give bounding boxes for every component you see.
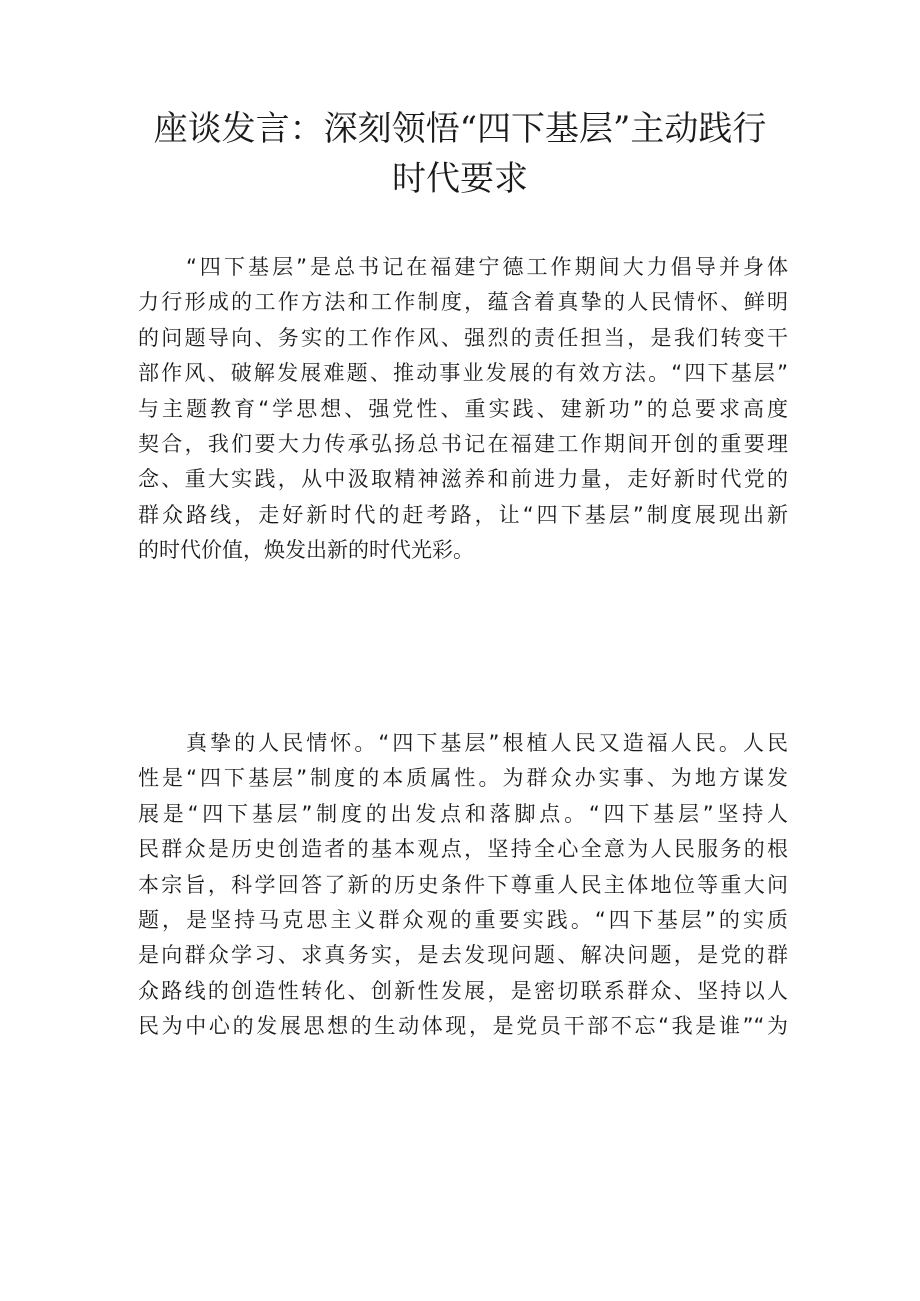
- paragraph-line: “四下基层”是总书记在福建宁德工作期间大力倡导并身体: [186, 255, 788, 279]
- paragraph-intro: [138, 250, 788, 569]
- paragraph-line: 民为中心的发展思想的生动体现，是党员干部不忘“我是谁”“为: [138, 1014, 788, 1039]
- paragraph-line: 民群众是历史创造者的基本观点，坚持全心全意为人民服务的根: [138, 837, 788, 862]
- paragraph-line: 念、重大实践，从中汲取精神滋养和前进力量，走好新时代党的: [138, 467, 788, 492]
- document-title: [130, 104, 790, 204]
- paragraph-line: 本宗旨，科学回答了新的历史条件下尊重人民主体地位等重大问: [138, 872, 788, 897]
- paragraph-line: 力行形成的工作方法和工作制度，蕴含着真挚的人民情怀、鲜明: [138, 290, 788, 315]
- paragraph-people-sentiment: [138, 726, 788, 1045]
- paragraph-line: 众路线的创造性转化、创新性发展，是密切联系群众、坚持以人: [138, 978, 788, 1003]
- paragraph-line: 契合，我们要大力传承弘扬总书记在福建工作期间开创的重要理: [138, 432, 788, 457]
- paragraph-line: 的问题导向、务实的工作作风、强烈的责任担当，是我们转变干: [138, 325, 788, 350]
- paragraph-line: 群众路线，走好新时代的赶考路，让“四下基层”制度展现出新: [138, 502, 788, 527]
- paragraph-line: 展是“四下基层”制度的出发点和落脚点。“四下基层”坚持人: [138, 801, 788, 826]
- paragraph-line: 真挚的人民情怀。“四下基层”根植人民又造福人民。人民: [186, 731, 788, 755]
- paragraph-line: 是向群众学习、求真务实，是去发现问题、解决问题，是党的群: [138, 943, 788, 968]
- paragraph-line: 部作风、破解发展难题、推动事业发展的有效方法。“四下基层”: [138, 361, 788, 386]
- title-line: 座谈发言：深刻领悟“四下基层”主动践行: [153, 109, 767, 149]
- paragraph-line: 性是“四下基层”制度的本质属性。为群众办实事、为地方谋发: [138, 766, 788, 791]
- paragraph-line: 与主题教育“学思想、强党性、重实践、建新功”的总要求高度: [138, 396, 788, 421]
- paragraph-line: 题，是坚持马克思主义群众观的重要实践。“四下基层”的实质: [138, 908, 788, 933]
- paragraph-line: 的时代价值，焕发出新的时代光彩。: [138, 538, 474, 563]
- title-line: 时代要求: [392, 159, 528, 199]
